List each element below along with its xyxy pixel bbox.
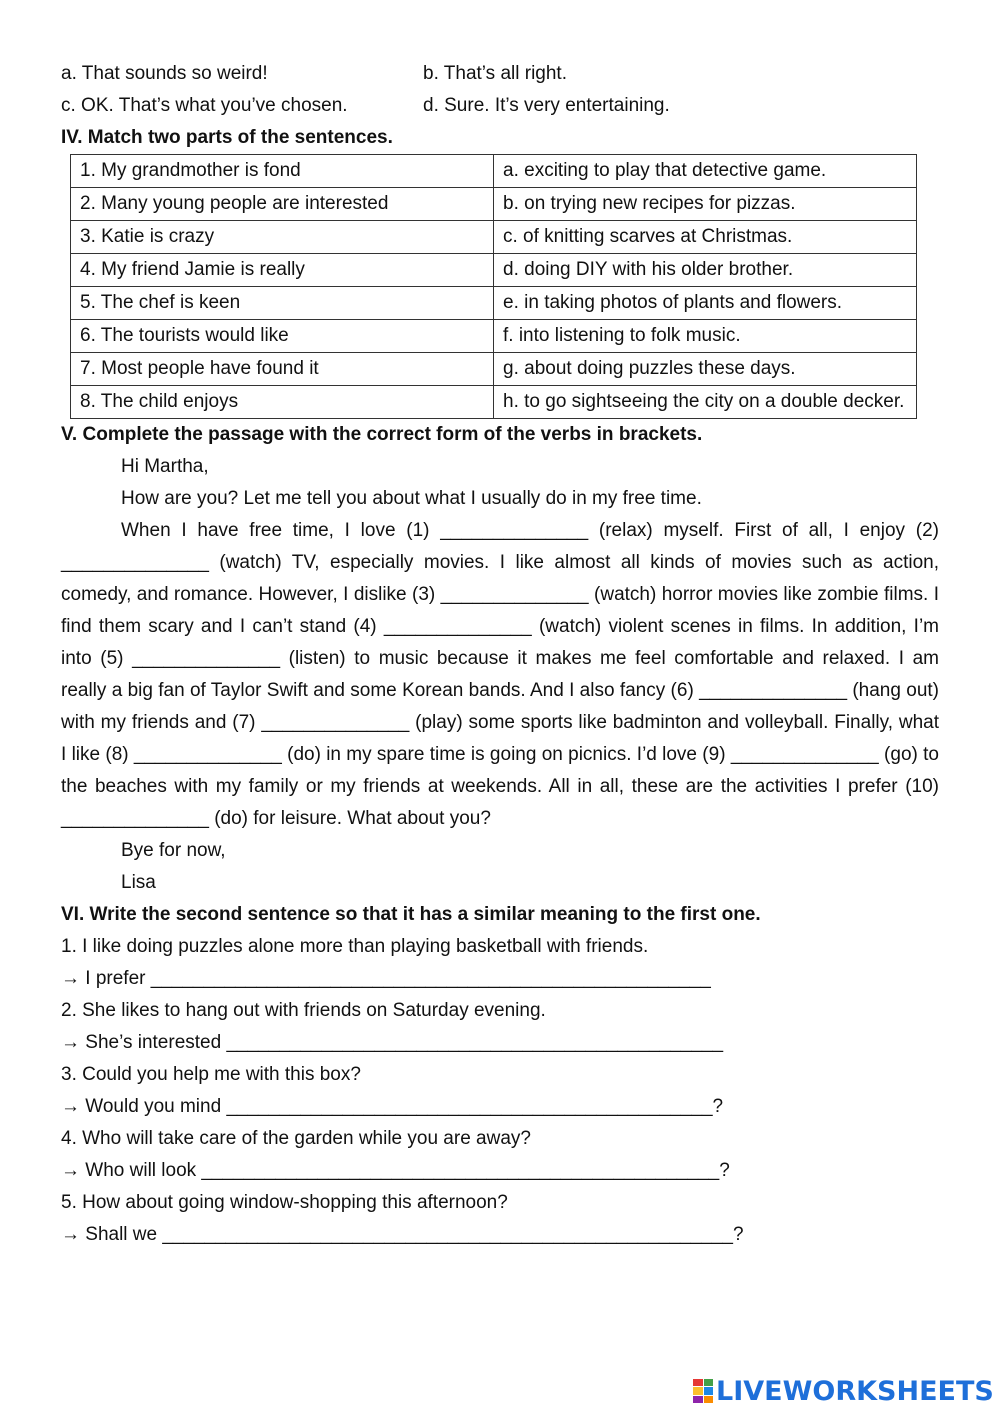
letter-greeting: Hi Martha, xyxy=(121,456,209,477)
left-cell: 5. The chef is keen xyxy=(71,287,494,320)
left-cell: 3. Katie is crazy xyxy=(71,221,494,254)
letter-closing: Bye for now, xyxy=(121,840,226,861)
option-d: d. Sure. It’s very entertaining. xyxy=(423,95,670,116)
rewrite-question: 1. I like doing puzzles alone more than playing basketball with friends. xyxy=(61,936,649,957)
right-cell: h. to go sightseeing the city on a double decker. xyxy=(494,386,917,419)
passage-text: (watch) TV, especially movies. I like almost all kinds of movies such as action, comedy, and romance. However, I dislike (3) xyxy=(61,552,939,605)
left-cell: 2. Many young people are interested xyxy=(71,188,494,221)
left-cell: 6. The tourists would like xyxy=(71,320,494,353)
passage-text: (do) for leisure. What about you? xyxy=(208,808,491,829)
fill-blank-5[interactable]: ______________ xyxy=(132,648,281,669)
section-4-heading: IV. Match two parts of the sentences. xyxy=(61,127,393,148)
fill-blank-1[interactable]: ______________ xyxy=(440,520,589,541)
rewrite-answer-line[interactable]: → She’s interested _______________________________________________ xyxy=(61,1032,724,1053)
rewrite-answer-line[interactable]: → Would you mind ______________________________________________? xyxy=(61,1096,724,1117)
passage-text: (play) some sports like badminton and volleyball. Finally, what I like (8) xyxy=(61,712,939,765)
table-row xyxy=(71,353,917,386)
right-cell: b. on trying new recipes for pizzas. xyxy=(494,188,917,221)
right-cell: c. of knitting scarves at Christmas. xyxy=(494,221,917,254)
section-5-heading: V. Complete the passage with the correct form of the verbs in brackets. xyxy=(61,424,703,445)
left-cell: 4. My friend Jamie is really xyxy=(71,254,494,287)
passage-text: When I have free time, I love (1) xyxy=(121,520,441,541)
liveworksheets-logo xyxy=(693,1376,994,1406)
right-cell: a. exciting to play that detective game. xyxy=(494,155,917,188)
passage-text: (do) in my spare time is going on picnics. I’d love (9) xyxy=(281,744,731,765)
rewrite-question: 4. Who will take care of the garden while you are away? xyxy=(61,1128,531,1149)
passage-text: (listen) to music because it makes me feel comfortable and relaxed. I am really a big fan of Taylor Swift and some Korean bands. And I also fancy (6) xyxy=(61,648,939,701)
fill-blank-2[interactable]: ______________ xyxy=(61,552,209,573)
option-a: a. That sounds so weird! xyxy=(61,63,268,84)
table-row xyxy=(71,188,917,221)
table-row xyxy=(71,320,917,353)
table-row xyxy=(71,155,917,188)
right-cell: g. about doing puzzles these days. xyxy=(494,353,917,386)
fill-blank-6[interactable]: ______________ xyxy=(699,680,848,701)
section-6-heading: VI. Write the second sentence so that it has a similar meaning to the first one. xyxy=(61,904,761,925)
rewrite-question: 5. How about going window-shopping this afternoon? xyxy=(61,1192,508,1213)
logo-blocks-icon xyxy=(693,1379,713,1403)
rewrite-answer-line[interactable]: → I prefer _____________________________________________________ xyxy=(61,968,711,989)
right-cell: d. doing DIY with his older brother. xyxy=(494,254,917,287)
logo-text: LIVEWORKSHEETS xyxy=(716,1375,994,1407)
letter-intro: How are you? Let me tell you about what I usually do in my free time. xyxy=(121,488,702,509)
rewrite-question: 3. Could you help me with this box? xyxy=(61,1064,361,1085)
fill-blank-9[interactable]: ______________ xyxy=(730,744,879,765)
table-row xyxy=(71,254,917,287)
fill-blank-3[interactable]: ______________ xyxy=(440,584,589,605)
left-cell: 1. My grandmother is fond xyxy=(71,155,494,188)
rewrite-answer-line[interactable]: → Who will look _________________________________________________? xyxy=(61,1160,730,1181)
option-b: b. That’s all right. xyxy=(423,63,567,84)
fill-blank-8[interactable]: ______________ xyxy=(133,744,282,765)
letter-passage xyxy=(61,515,939,835)
right-cell: f. into listening to folk music. xyxy=(494,320,917,353)
left-cell: 7. Most people have found it xyxy=(71,353,494,386)
fill-blank-10[interactable]: ______________ xyxy=(61,808,209,829)
passage-text: (relax) myself. First of all, I enjoy (2) xyxy=(588,520,939,541)
left-cell: 8. The child enjoys xyxy=(71,386,494,419)
right-cell: e. in taking photos of plants and flowers. xyxy=(494,287,917,320)
table-row xyxy=(71,386,917,419)
answer-options xyxy=(61,58,939,122)
option-c: c. OK. That’s what you’ve chosen. xyxy=(61,95,348,116)
rewrite-answer-line[interactable]: → Shall we ______________________________________________________? xyxy=(61,1224,744,1245)
letter-signature: Lisa xyxy=(121,872,156,893)
rewrite-question: 2. She likes to hang out with friends on Saturday evening. xyxy=(61,1000,546,1021)
worksheet-page xyxy=(61,58,939,1251)
passage-text: (hang out) with my friends and (7) xyxy=(61,680,939,733)
table-row xyxy=(71,221,917,254)
passage-text: (watch) violent scenes in films. In addition, I’m into (5) xyxy=(61,616,940,669)
fill-blank-4[interactable]: ______________ xyxy=(383,616,532,637)
matching-table xyxy=(70,154,917,419)
passage-text: (watch) horror movies like zombie films. I find them scary and I can’t stand (4) xyxy=(61,584,939,637)
passage-text: (go) to the beaches with my family or my friends at weekends. All in all, these are the activities I prefer (10) xyxy=(61,744,939,797)
table-row xyxy=(71,287,917,320)
fill-blank-7[interactable]: ______________ xyxy=(261,712,410,733)
